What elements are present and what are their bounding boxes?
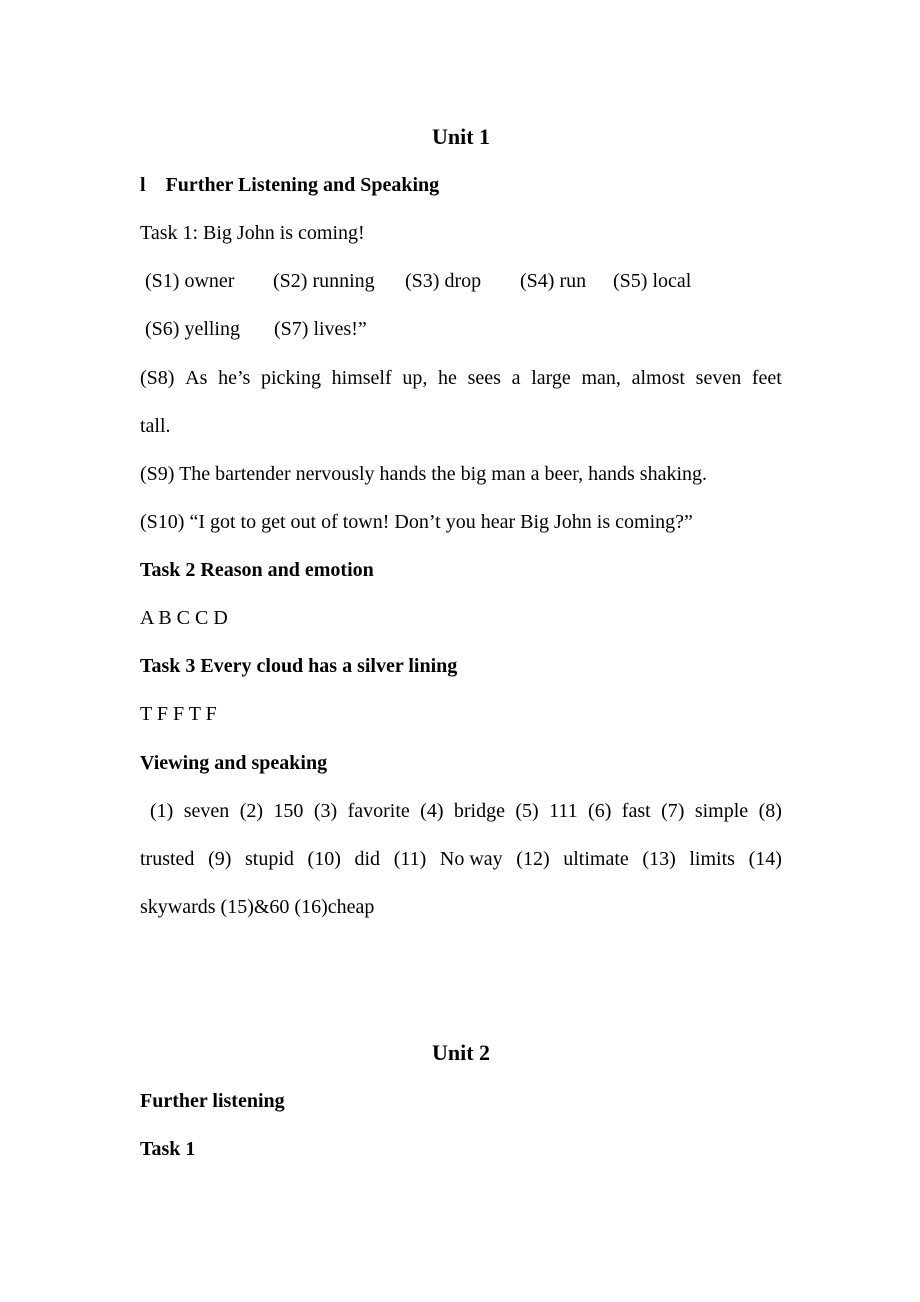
s8-word: sees xyxy=(467,367,501,389)
answer-s5: (S5) local xyxy=(613,270,692,292)
section-heading-text: Further Listening and Speaking xyxy=(165,174,440,196)
task3-heading: Task 3 Every cloud has a silver lining xyxy=(140,655,458,677)
viewing-word: ultimate xyxy=(563,848,629,870)
viewing-word: (8) xyxy=(758,800,782,822)
viewing-word: No way xyxy=(439,848,503,870)
answer-s4: (S4) run xyxy=(520,270,587,292)
viewing-word: (9) xyxy=(208,848,232,870)
viewing-word: trusted xyxy=(140,848,195,870)
viewing-word: stupid xyxy=(245,848,294,870)
answer-s1: (S1) owner xyxy=(145,270,235,292)
viewing-word: (10) xyxy=(307,848,341,870)
viewing-word: (5) xyxy=(515,800,539,822)
s8-line2: tall. xyxy=(140,415,171,437)
unit1-title: Unit 1 xyxy=(431,124,491,149)
s8-word: he xyxy=(438,367,457,389)
viewing-word: (3) xyxy=(313,800,338,822)
task1-heading: Task 1: Big John is coming! xyxy=(140,222,365,244)
s8-word: almost xyxy=(631,367,685,389)
s8-word: feet xyxy=(751,367,782,389)
viewing-word: (11) xyxy=(393,848,427,870)
unit2-section-heading: Further listening xyxy=(140,1090,285,1112)
unit2-title: Unit 2 xyxy=(431,1040,491,1065)
task2-heading: Task 2 Reason and emotion xyxy=(140,559,374,581)
s8-word: up, xyxy=(402,367,428,389)
s8-word: man, xyxy=(581,367,621,389)
viewing-word: (13) xyxy=(642,848,676,870)
s8-line1 xyxy=(140,366,782,390)
viewing-word: limits xyxy=(689,848,735,870)
answer-s6: (S6) yelling xyxy=(145,318,240,340)
viewing-word: seven xyxy=(183,800,230,822)
viewing-word: (7) xyxy=(661,800,685,822)
viewing-line2 xyxy=(140,847,782,871)
viewing-line3: skywards (15)&60 (16)cheap xyxy=(140,896,375,918)
viewing-word: did xyxy=(354,848,381,870)
task2-answers: A B C C D xyxy=(140,607,228,629)
section-marker: l xyxy=(140,174,146,196)
viewing-word: (1) xyxy=(150,800,174,822)
viewing-word: (14) xyxy=(748,848,782,870)
viewing-word: simple xyxy=(694,800,749,822)
s8-word: large xyxy=(531,367,571,389)
s8-word: As xyxy=(185,367,208,389)
viewing-word: 111 xyxy=(549,800,578,822)
viewing-word: favorite xyxy=(347,800,410,822)
viewing-word: bridge xyxy=(453,800,505,822)
viewing-word: (12) xyxy=(516,848,550,870)
answer-s7: (S7) lives!” xyxy=(274,318,367,340)
s10-line: (S10) “I got to get out of town! Don’t you hear Big John is coming?” xyxy=(140,511,693,533)
s8-word: a xyxy=(511,367,521,389)
viewing-word: (2) xyxy=(239,800,264,822)
s8-word: himself xyxy=(331,367,392,389)
s8-word: he’s xyxy=(218,367,251,389)
answer-s3: (S3) drop xyxy=(405,270,482,292)
viewing-word: (4) xyxy=(420,800,444,822)
viewing-line1 xyxy=(140,799,782,823)
s8-word: picking xyxy=(260,367,321,389)
s9-line: (S9) The bartender nervously hands the big man a beer, hands shaking. xyxy=(140,463,708,485)
task3-answers: T F F T F xyxy=(140,703,217,725)
unit1-section-heading xyxy=(140,173,782,197)
viewing-word: (6) xyxy=(588,800,612,822)
s8-word: (S8) xyxy=(140,367,175,389)
unit2-task1-heading: Task 1 xyxy=(140,1138,196,1160)
viewing-word: 150 xyxy=(273,800,304,822)
viewing-heading: Viewing and speaking xyxy=(140,752,328,774)
s8-word: seven xyxy=(695,367,742,389)
answer-s2: (S2) running xyxy=(273,270,375,292)
viewing-word: fast xyxy=(621,800,651,822)
